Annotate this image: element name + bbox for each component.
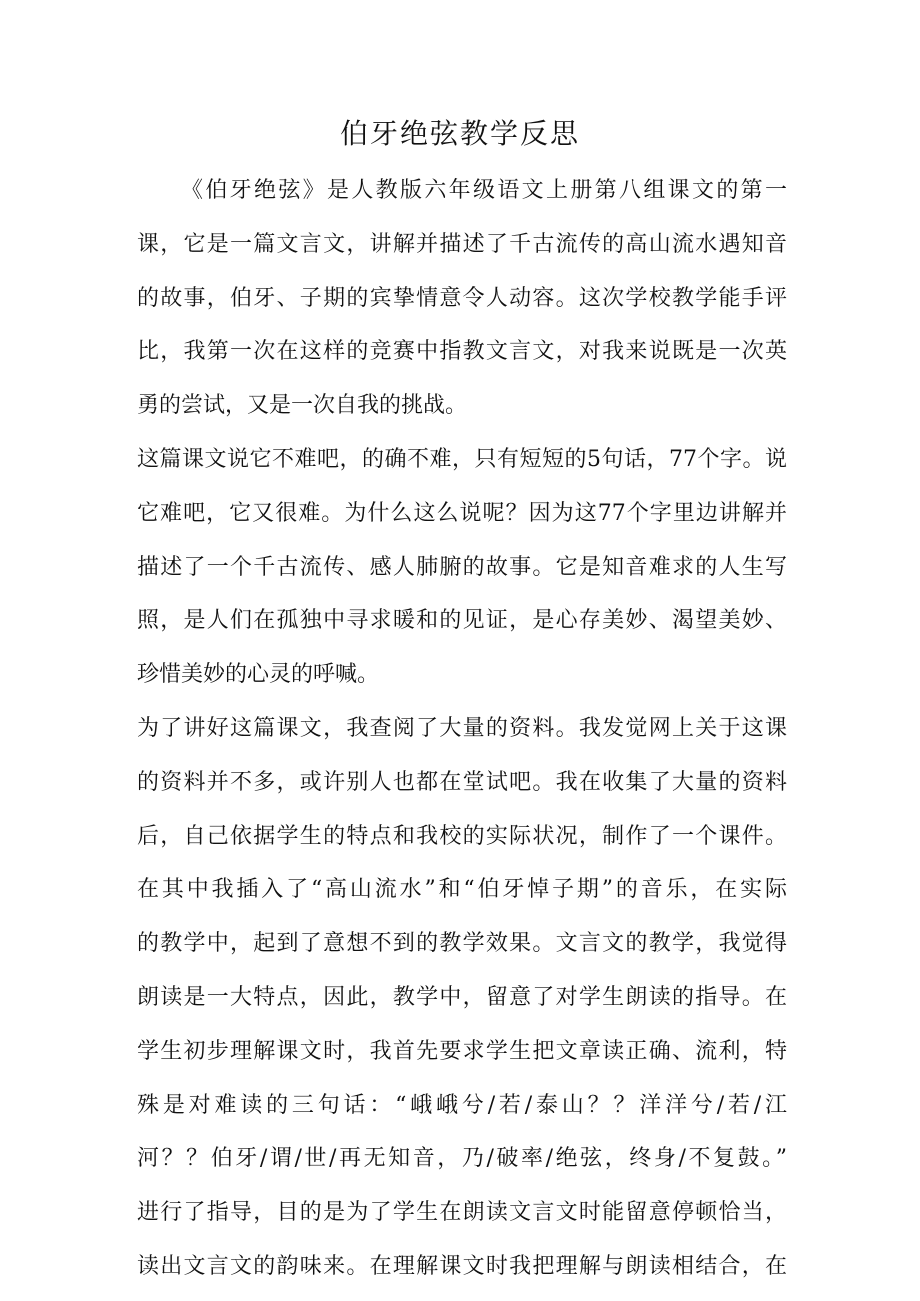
text-line: 学生初步理解课文时，我首先要求学生把文章读正确、流利，特	[137, 1038, 787, 1064]
text-line: 后，自己依据学生的特点和我校的实际状况，制作了一个课件。	[137, 823, 787, 849]
text-line: 比，我第一次在这样的竞赛中指教文言文，对我来说既是一次英	[137, 339, 787, 365]
text-line: 的教学中，起到了意想不到的教学效果。文言文的教学，我觉得	[137, 931, 787, 957]
text-line: 《伯牙绝弦》是人教版六年级语文上册第八组课文的第一	[181, 178, 787, 203]
text-line: 描述了一个千古流传、感人肺腑的故事。它是知音难求的人生写	[137, 554, 787, 580]
text-line: 它难吧，它又很难。为什么这么说呢？因为这77个字里边讲解并	[137, 500, 787, 526]
text-line: 的故事，伯牙、子期的宾挚情意令人动容。这次学校教学能手评	[137, 285, 787, 311]
text-line: 的资料并不多，或许别人也都在堂试吧。我在收集了大量的资料	[137, 769, 787, 795]
document-title: 伯牙绝弦教学反思	[339, 117, 580, 150]
text-line: 勇的尝试，又是一次自我的挑战。	[137, 393, 468, 419]
document-body	[137, 164, 787, 1294]
text-line: 在其中我插入了“高山流水”和“伯牙悼子期”的音乐，在实际	[137, 877, 787, 903]
text-line: 河？？伯牙/谓/世/再无知音，乃/破率/绝弦，终身/不复鼓。”	[137, 1146, 787, 1172]
text-line: 照，是人们在孤独中寻求暖和的见证，是心存美妙、渴望美妙、	[137, 608, 787, 634]
text-line: 读出文言文的韵味来。在理解课文时我把理解与朗读相结合，在	[137, 1253, 787, 1279]
text-line: 课，它是一篇文言文，讲解并描述了千古流传的高山流水遇知音	[137, 231, 787, 257]
text-line: 进行了指导，目的是为了学生在朗读文言文时能留意停顿恰当，	[137, 1200, 787, 1226]
text-line: 殊是对难读的三句话：“峨峨兮/若/泰山？？洋洋兮/若/江	[137, 1092, 787, 1118]
text-line: 这篇课文说它不难吧，的确不难，只有短短的5句话，77个字。说	[137, 446, 787, 472]
text-line: 为了讲好这篇课文，我查阅了大量的资料。我发觉网上关于这课	[137, 715, 787, 741]
text-line: 朗读是一大特点，因此，教学中，留意了对学生朗读的指导。在	[137, 984, 787, 1010]
text-line: 珍惜美妙的心灵的呼喊。	[137, 662, 380, 688]
